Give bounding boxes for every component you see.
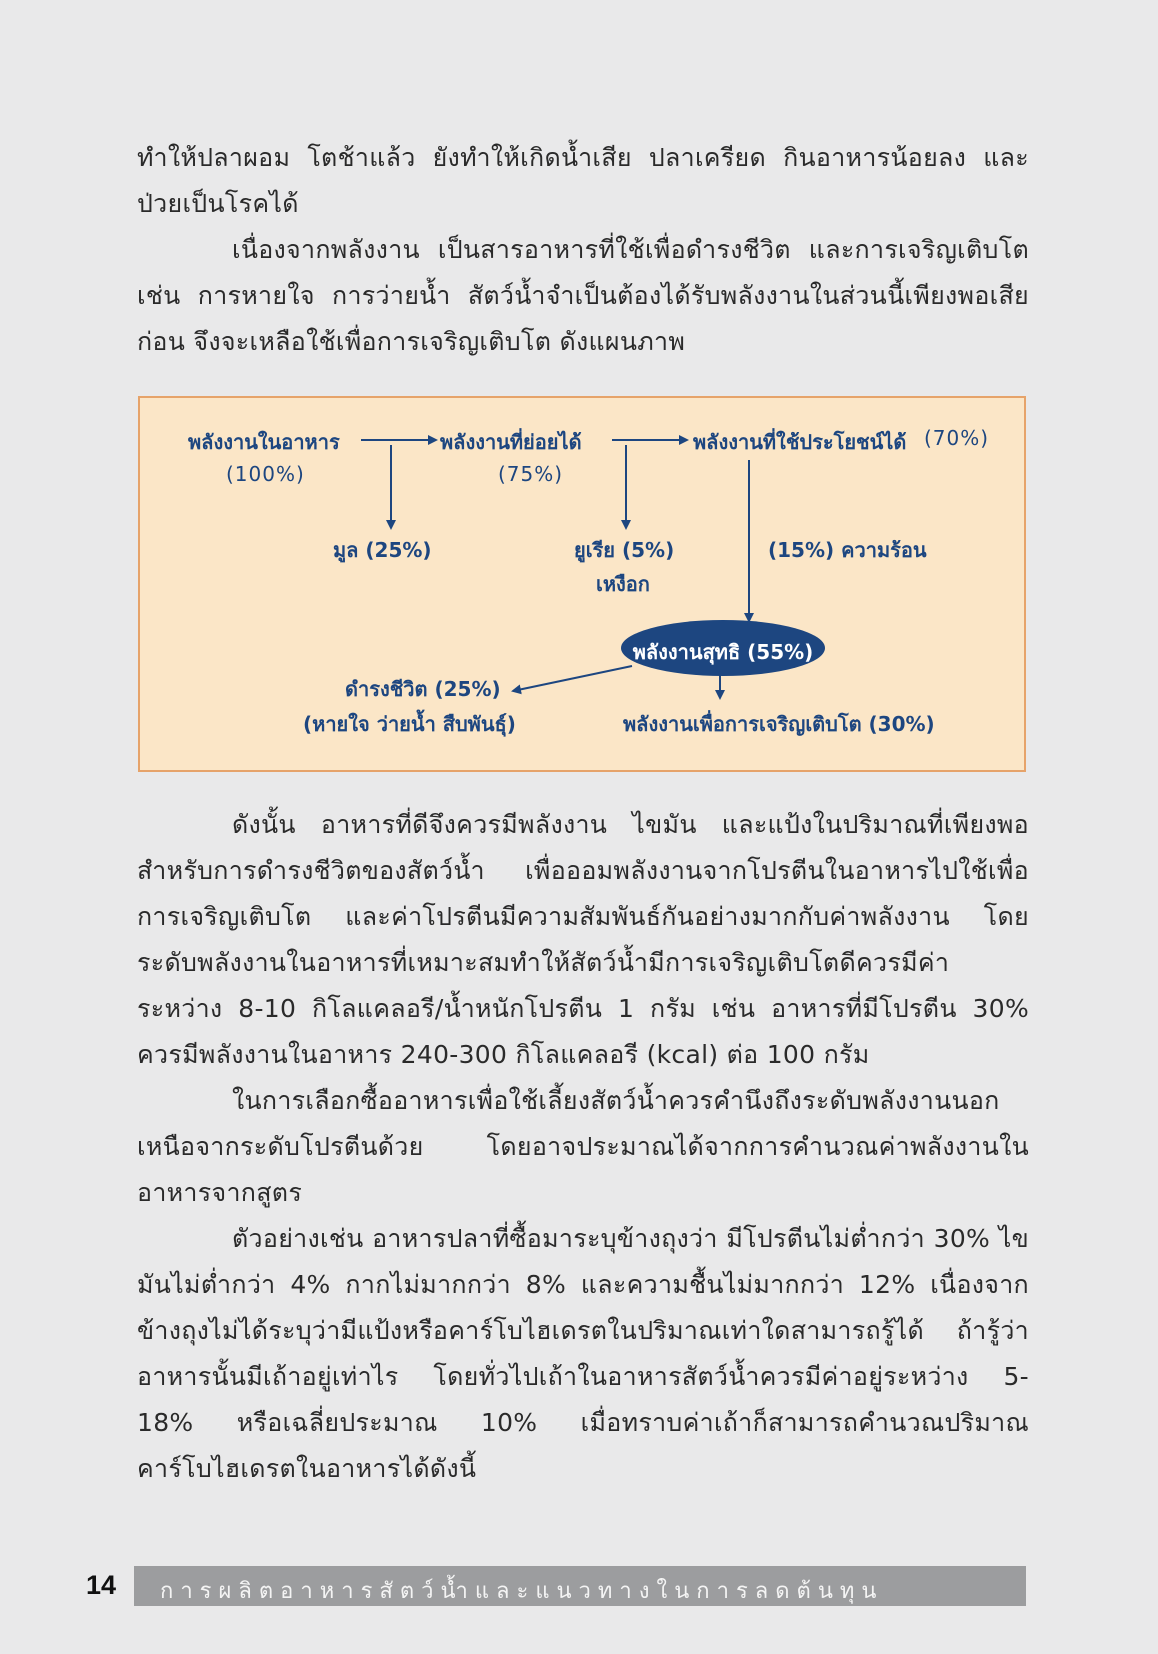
maintenance-label: ดำรงชีวิต (25%) <box>345 677 501 701</box>
body-text-top <box>137 135 1029 365</box>
food-energy-percent: (100%) <box>226 462 305 486</box>
urea-label: ยูเรีย (5%) <box>574 538 675 562</box>
footer-bar <box>134 1566 1026 1606</box>
paragraph: ในการเลือกซื้ออาหารเพื่อใช้เลี้ยงสัตว์น้ำควรคำนึงถึงระดับพลังงานนอกเหนือจากระดับโปรตีนด้วย โดยอาจประมาณได้จากการคำนวณค่าพลังงานในอาหารจากสูตร <box>137 1086 1029 1207</box>
usable-energy-percent: (70%) <box>924 426 990 450</box>
paragraph: ทำให้ปลาผอม โตช้าแล้ว ยังทำให้เกิดน้ำเสีย ปลาเครียด กินอาหารน้อยลง และป่วยเป็นโรคได้ <box>137 143 1029 218</box>
food-energy-label: พลังงานในอาหาร <box>188 430 340 454</box>
digestible-energy-label: พลังงานที่ย่อยได้ <box>440 430 582 454</box>
feces-label: มูล (25%) <box>333 538 432 562</box>
growth-label: พลังงานเพื่อการเจริญเติบโต (30%) <box>623 712 935 736</box>
paragraph: ดังนั้น อาหารที่ดีจึงควรมีพลังงาน ไขมัน และแป้งในปริมาณที่เพียงพอสำหรับการดำรงชีวิตของสัตว์น้ำ เพื่อออมพลังงานจากโปรตีนในอาหารไปใช้เพื่อการเจริญเติบโต และค่าโปรตีนมีความสัมพันธ์กันอย่างมากกับค่าพลังงาน โดยระดับพลังงานในอาหารที่เหมาะสมทำให้สัตว์น้ำมีการเจริญเติบโตดีควรมีค่าระหว่าง 8-10 กิโลแคลอรี/น้ำหนักโปรตีน 1 กรัม เช่น อาหารที่มีโปรตีน 30% ควรมีพลังงานในอาหาร 240-300 กิโลแคลอรี (kcal) ต่อ 100 กรัม <box>137 810 1029 1069</box>
digestible-energy-percent: (75%) <box>498 462 564 486</box>
maintenance-detail: (หายใจ ว่ายน้ำ สืบพันธุ์) <box>303 712 516 736</box>
net-energy-label: พลังงานสุทธิ (55%) <box>632 640 814 664</box>
body-text-bottom <box>137 802 1029 1492</box>
book-title: การผลิตอาหารสัตว์น้ำและแนวทางในการลดต้นทุน <box>160 1579 884 1604</box>
page-footer <box>0 1566 1158 1608</box>
paragraph: ตัวอย่างเช่น อาหารปลาที่ซื้อมาระบุข้างถุงว่า มีโปรตีนไม่ต่ำกว่า 30% ไขมันไม่ต่ำกว่า 4% กากไม่มากกว่า 8% และความชื้นไม่มากกว่า 12% เนื่องจากข้างถุงไม่ได้ระบุว่ามีแป้งหรือคาร์โบไฮเดรตในปริมาณเท่าใดสามารถรู้ได้ ถ้ารู้ว่าอาหารนั้นมีเถ้าอยู่เท่าไร โดยทั่วไปเถ้าในอาหารสัตว์น้ำควรมีค่าอยู่ระหว่าง 5-18% หรือเฉลี่ยประมาณ 10% เมื่อทราบค่าเถ้าก็สามารถคำนวณปริมาณคาร์โบไฮเดรตในอาหารได้ดังนี้ <box>137 1224 1029 1483</box>
heat-label: (15%) ความร้อน <box>768 538 927 562</box>
arrow-net-to-maintenance <box>513 666 632 691</box>
gills-label: เหงือก <box>596 572 650 596</box>
paragraph: เนื่องจากพลังงาน เป็นสารอาหารที่ใช้เพื่อดำรงชีวิต และการเจริญเติบโต เช่น การหายใจ การว่ายน้ำ สัตว์น้ำจำเป็นต้องได้รับพลังงานในส่วนนี้เพียงพอเสียก่อน จึงจะเหลือใช้เพื่อการเจริญเติบโต ดังแผนภาพ <box>137 235 1029 356</box>
page-number: 14 <box>86 1570 117 1600</box>
usable-energy-label: พลังงานที่ใช้ประโยชน์ได้ <box>693 430 907 454</box>
energy-flow-diagram <box>138 396 1026 772</box>
